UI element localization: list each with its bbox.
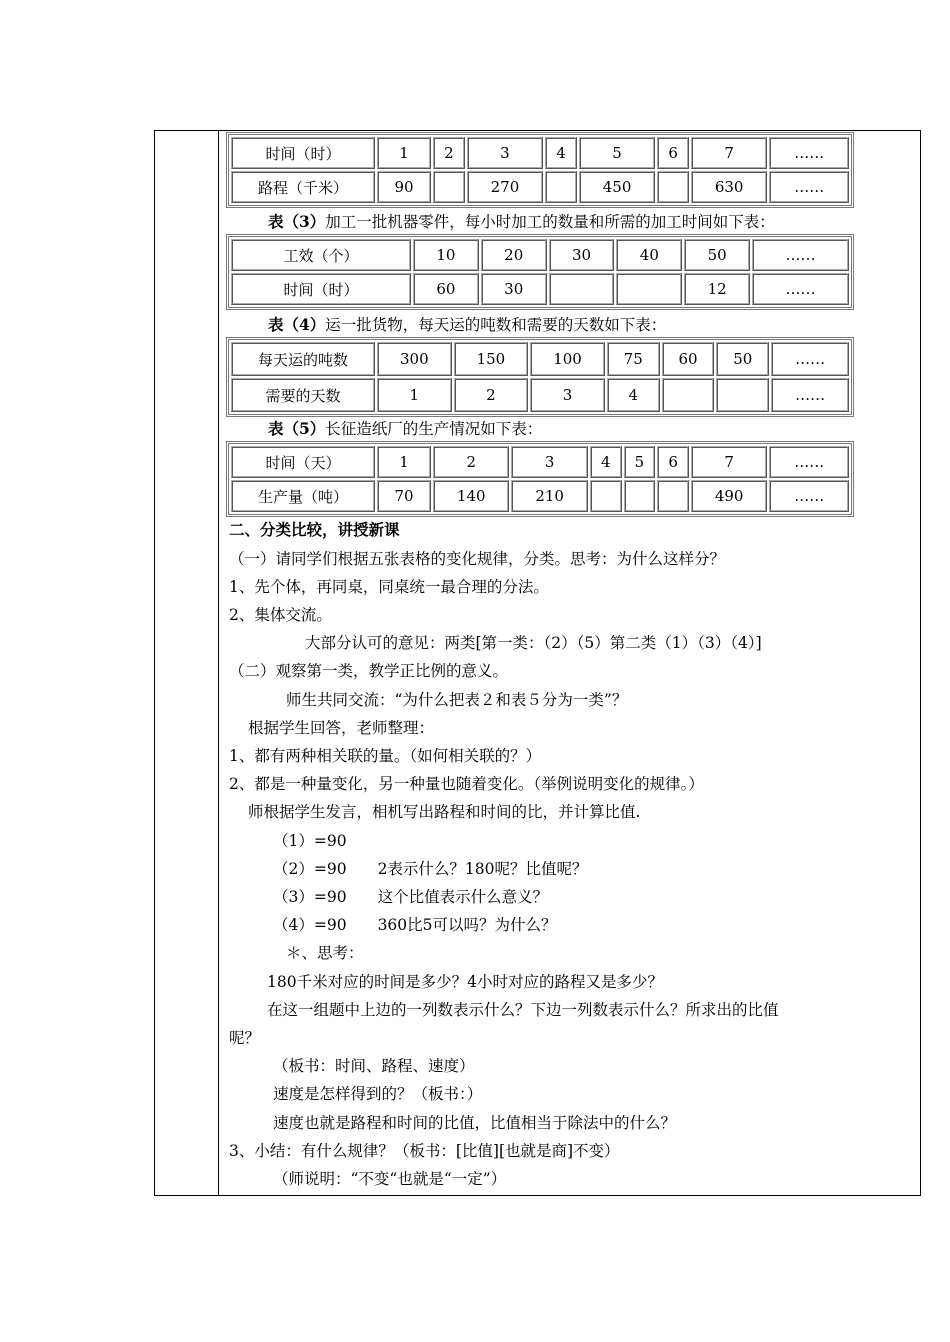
paragraph: 速度是怎样得到的？（板书：） [273,1085,483,1103]
table-row [231,137,849,169]
table-row [231,273,849,305]
table-cell: 60 [413,273,479,305]
table-3-caption-text: 加工一批机器零件，每小时加工的数量和所需的加工时间如下表： [325,213,775,231]
table-cell [549,273,615,305]
table-3-caption [268,210,775,232]
paragraph: ＊、思考： [286,944,364,962]
table-cell: 2 [433,446,509,478]
table-cell: 10 [413,239,479,271]
table-5-caption [268,417,542,439]
table-cell: …… [771,342,849,376]
table-cell: 2 [454,378,529,412]
section-heading: 二、分类比较，讲授新课 [229,520,400,539]
table-cell [657,480,689,512]
row-header: 时间（时） [231,273,411,305]
table-cell: 4 [590,446,622,478]
table-cell: …… [771,378,849,412]
paragraph: 大部分认可的意见：两类[第一类：（2）（5）第二类（1）（3）（4）] [305,634,762,652]
table-cell: 1 [377,446,431,478]
row-header: 每天运的吨数 [231,342,375,376]
paragraph: 根据学生回答，老师整理： [248,719,435,737]
table-cell: 70 [377,480,431,512]
table-cell: 4 [607,378,660,412]
table-row [231,171,849,203]
table-cell: …… [752,273,849,305]
table-cell: 30 [481,273,547,305]
paragraph: 2、集体交流。 [229,606,332,624]
table-row [231,378,849,412]
paragraph: （二）观察第一类，教学正比例的意义。 [229,662,509,680]
table-cell: …… [752,239,849,271]
table-4-caption-text: 运一批货物，每天运的吨数和需要的天数如下表： [325,316,667,334]
table-cell: …… [769,480,849,512]
table-cell: 60 [662,342,715,376]
paragraph: （师说明：“不变“也就是“一定”） [273,1170,507,1188]
table-cell [716,378,769,412]
table-cell [545,171,577,203]
table-cell: 40 [616,239,682,271]
table-cell: 1 [377,378,452,412]
table-cell: 7 [691,137,767,169]
table-cell: 75 [607,342,660,376]
table-cell: 20 [481,239,547,271]
paragraph: （一）请同学们根据五张表格的变化规律，分类。思考：为什么这样分？ [229,550,726,568]
paragraph: 师生共同交流：“为什么把表２和表５分为一类”？ [286,691,628,709]
table-cell: 5 [624,446,656,478]
table-cell: 300 [377,342,452,376]
table-cell: 1 [377,137,431,169]
table-cell: 12 [684,273,750,305]
column-divider [218,130,219,1196]
row-header: 生产量（吨） [231,480,375,512]
table-3 [226,234,854,310]
paragraph: 师根据学生发言，相机写出路程和时间的比，并计算比值. [248,803,641,821]
paragraph: 1、先个体，再同桌，同桌统一最合理的分法。 [229,578,549,596]
paragraph: （2）=90 2表示什么？180呢？比值呢？ [273,860,588,878]
table-cell: 90 [377,171,431,203]
table-row [231,446,849,478]
table-4-caption [268,313,666,335]
row-header: 时间（时） [231,137,375,169]
table-cell [433,171,465,203]
table-cell: 3 [467,137,543,169]
table-cell: 2 [433,137,465,169]
table-row [231,239,849,271]
table-cell: 3 [511,446,587,478]
paragraph: 180千米对应的时间是多少？4小时对应的路程又是多少？ [267,973,663,991]
paragraph: 在这一组题中上边的一列数表示什么？下边一列数表示什么？所求出的比值 [267,1001,779,1019]
table-cell: 630 [691,171,767,203]
table-cell: …… [769,137,849,169]
table-cell [616,273,682,305]
table-2 [226,132,854,208]
table-cell: 30 [549,239,615,271]
table-cell: 210 [511,480,587,512]
paragraph: （4）=90 360比5可以吗？为什么？ [273,916,557,934]
paragraph: （板书：时间、路程、速度） [273,1057,475,1075]
table-cell: 50 [716,342,769,376]
table-cell: 140 [433,480,509,512]
table-cell [662,378,715,412]
table-cell: 490 [691,480,767,512]
table-cell: 5 [579,137,655,169]
row-header: 时间（天） [231,446,375,478]
table-cell: 100 [530,342,605,376]
table-cell: 50 [684,239,750,271]
table-cell: 150 [454,342,529,376]
table-row [231,342,849,376]
paragraph: 2、都是一种量变化，另一种量也随着变化。（举例说明变化的规律。） [229,775,704,793]
table-cell [590,480,622,512]
table-cell: 6 [657,137,689,169]
paragraph: 呢？ [229,1029,261,1047]
table-cell [657,171,689,203]
table-5-caption-text: 长征造纸厂的生产情况如下表： [325,420,543,438]
table-5-label: 表（5） [268,419,326,438]
table-cell: …… [769,171,849,203]
table-cell: 450 [579,171,655,203]
table-3-label: 表（3） [268,212,326,231]
table-cell [624,480,656,512]
table-5 [226,441,854,517]
paragraph: （3）=90 这个比值表示什么意义？ [273,888,549,906]
table-cell: 3 [530,378,605,412]
paragraph: 3、小结：有什么规律？（板书：[比值][也就是商]不变） [229,1142,620,1160]
table-4-label: 表（4） [268,315,326,334]
row-header: 路程（千米） [231,171,375,203]
table-cell: 7 [691,446,767,478]
table-cell: 6 [657,446,689,478]
row-header: 工效（个） [231,239,411,271]
paragraph: 1、都有两种相关联的量。（如何相关联的？） [229,747,542,765]
row-header: 需要的天数 [231,378,375,412]
table-cell: 4 [545,137,577,169]
table-4 [226,337,854,417]
paragraph: 速度也就是路程和时间的比值，比值相当于除法中的什么？ [273,1114,677,1132]
table-row [231,480,849,512]
table-cell: …… [769,446,849,478]
table-cell: 270 [467,171,543,203]
paragraph: （1）=90 [273,832,347,850]
